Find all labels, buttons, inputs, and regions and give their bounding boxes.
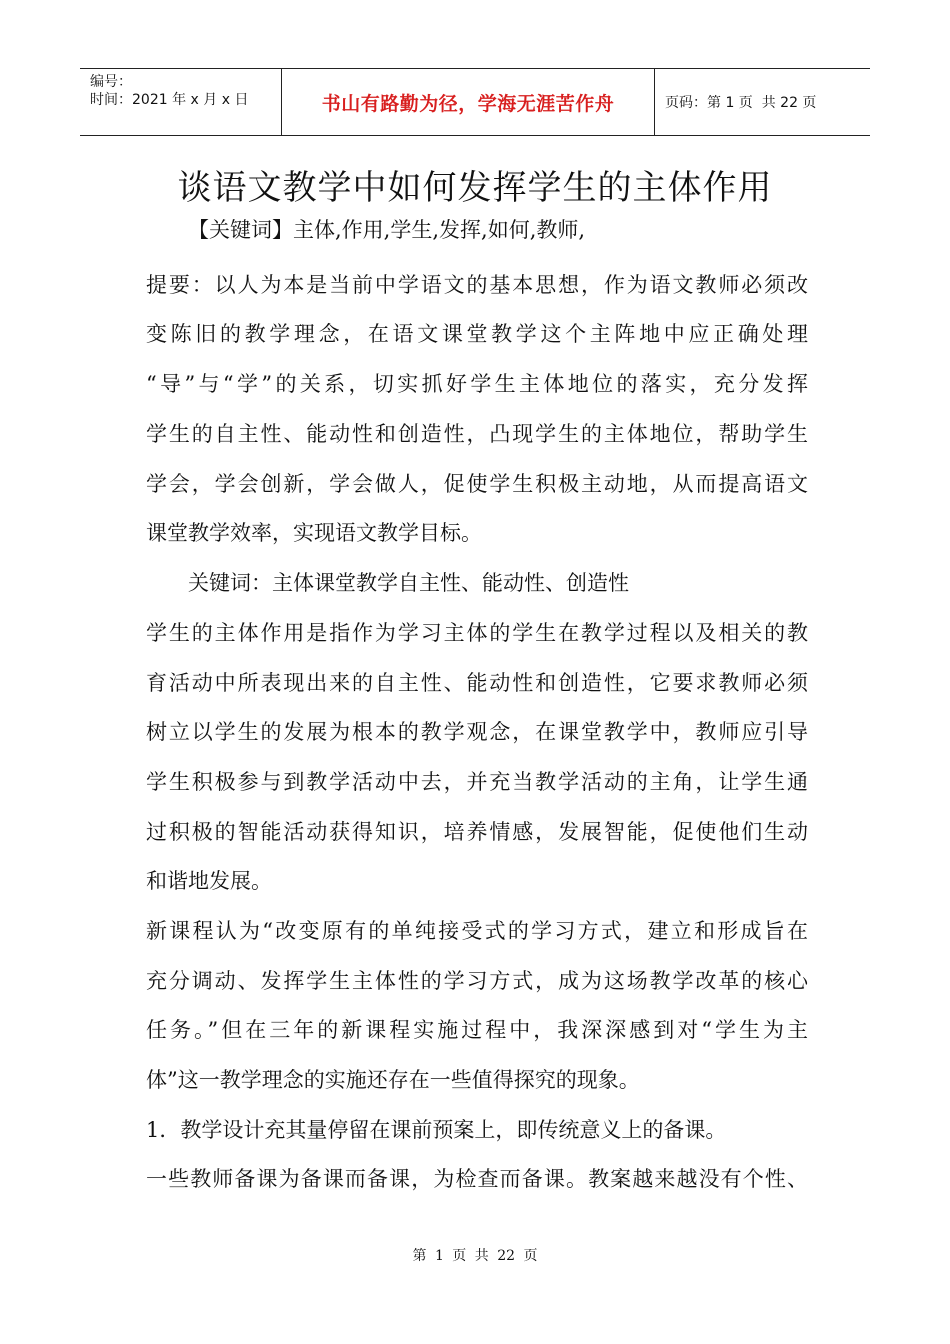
- header-meta-cell: [80, 69, 282, 135]
- abstract-line: “导”与“学”的关系，切实抓好学生主体地位的落实，充分发挥: [146, 372, 808, 396]
- paragraph-line: 任务。”但在三年的新课程实施过程中，我深深感到对“学生为主: [146, 1018, 808, 1042]
- document-date: 时间：2021 年 x 月 x 日: [90, 92, 249, 108]
- abstract-line: 学生的自主性、能动性和创造性，凸现学生的主体地位，帮助学生: [146, 422, 808, 446]
- document-header: [80, 68, 870, 136]
- paragraph-line: 充分调动、发挥学生主体性的学习方式，成为这场教学改革的核心: [146, 969, 808, 993]
- abstract-line: 课堂教学效率，实现语文教学目标。: [146, 521, 482, 545]
- keywords-line: 关键词：主体课堂教学自主性、能动性、创造性: [188, 571, 629, 595]
- paragraph-line: 学生的主体作用是指作为学习主体的学生在教学过程以及相关的教: [146, 621, 808, 645]
- abstract-line: 提要：以人为本是当前中学语文的基本思想，作为语文教师必须改: [146, 273, 808, 297]
- page-footer: 第 1 页 共 22 页: [412, 1248, 538, 1264]
- paragraph-line: 新课程认为“改变原有的单纯接受式的学习方式，建立和形成旨在: [146, 919, 808, 943]
- abstract-line: 变陈旧的教学理念，在语文课堂教学这个主阵地中应正确处理: [146, 322, 808, 346]
- keyword-tag-line: 【关键词】主体,作用,学生,发挥,如何,教师,: [188, 218, 586, 242]
- numbered-item: 1．教学设计充其量停留在课前预案上，即传统意义上的备课。: [146, 1118, 727, 1142]
- paragraph-line: 体”这一教学理念的实施还存在一些值得探究的现象。: [146, 1068, 640, 1092]
- document-number-label: 编号：: [90, 74, 132, 90]
- abstract-line: 学会，学会创新，学会做人，促使学生积极主动地，从而提高语文: [146, 472, 808, 496]
- paragraph-line: 和谐地发展。: [146, 869, 272, 893]
- header-motto: 书山有路勤为径，学海无涯苦作舟: [321, 92, 615, 115]
- paragraph-line: 一些教师备课为备课而备课，为检查而备课。教案越来越没有个性、: [146, 1167, 808, 1191]
- header-motto-cell: [282, 69, 655, 135]
- header-page-cell: [655, 69, 870, 135]
- document-title: 谈语文教学中如何发挥学生的主体作用: [177, 168, 773, 208]
- paragraph-line: 育活动中所表现出来的自主性、能动性和创造性，它要求教师必须: [146, 671, 808, 695]
- paragraph-line: 过积极的智能活动获得知识，培养情感，发展智能，促使他们生动: [146, 820, 808, 844]
- header-page-info: 页码：第 1 页 共 22 页: [665, 95, 817, 111]
- paragraph-line: 学生积极参与到教学活动中去，并充当教学活动的主角，让学生通: [146, 770, 808, 794]
- paragraph-line: 树立以学生的发展为根本的教学观念，在课堂教学中，教师应引导: [146, 720, 808, 744]
